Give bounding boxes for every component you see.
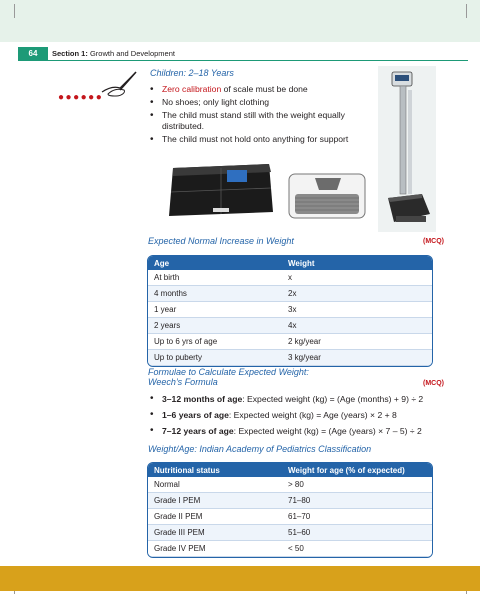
crop-mark [14,4,15,18]
crop-mark [466,4,467,18]
table-cell: Grade IV PEM [148,541,282,557]
footer-band [0,566,480,591]
formula-text: : Expected weight (kg) = (Age (months) + 9) ÷ 2 [242,394,424,404]
table-cell: 2 years [148,318,282,334]
section-title [52,47,175,61]
table-cell: 2 kg/year [282,334,432,350]
top-band [0,0,480,42]
list-item [150,134,365,145]
children-bullets [150,84,365,147]
table-row [148,350,432,366]
list-item [150,110,365,132]
increase-heading: Expected Normal Increase in Weight [148,236,294,246]
table-cell: Grade I PEM [148,493,282,509]
table-cell: 1 year [148,302,282,318]
formula-text: : Expected weight (kg) = (Age (years) × 7 – 5) ÷ 2 [233,426,422,436]
header-rule [48,60,468,61]
table-row [148,270,432,286]
list-item [150,393,450,405]
data-table [148,256,432,366]
formulae-heading-line: Weech’s Formula [148,377,218,387]
table-header-row [148,256,432,270]
section-name: Growth and Development [89,49,175,58]
formulae-heading-line: Formulae to Calculate Expected Weight: [148,367,309,377]
formula-age: 7–12 years of age [162,426,234,436]
iap-table [147,462,433,558]
formula-age: 1–6 years of age [162,410,229,420]
table-cell: 4 months [148,286,282,302]
table-cell: x [282,270,432,286]
bullet-text: The child must not hold onto anything for support [162,134,349,144]
mcq-tag: (MCQ) [423,238,444,245]
mcq-tag: (MCQ) [423,380,444,387]
table-row [148,318,432,334]
data-table [148,463,432,557]
table-row [148,286,432,302]
table-cell: At birth [148,270,282,286]
table-header-row [148,463,432,477]
table-cell: 2x [282,286,432,302]
table-cell: Grade III PEM [148,525,282,541]
list-item [150,97,365,108]
formulae-heading [148,367,309,387]
dotted-line-icon: ●●●●●● [58,92,104,103]
section-label: Section 1: [52,49,88,58]
table-row [148,493,432,509]
table-row [148,509,432,525]
column-header: Weight [282,256,432,270]
table-row [148,477,432,493]
list-item [150,425,450,437]
table-cell: 51–60 [282,525,432,541]
table-cell: > 80 [282,477,432,493]
formula-age: 3–12 months of age [162,394,243,404]
list-item [150,84,365,95]
column-scale-image [378,66,436,232]
table-row [148,302,432,318]
table-cell: 71–80 [282,493,432,509]
table-cell: Normal [148,477,282,493]
column-header: Weight for age (% of expected) [282,463,432,477]
digital-scale-image [165,158,277,220]
weight-increase-table [147,255,433,367]
column-header: Nutritional status [148,463,282,477]
table-cell: Grade II PEM [148,509,282,525]
table-row [148,334,432,350]
bullet-text: of scale must be done [221,84,308,94]
bullet-text: No shoes; only light clothing [162,97,270,107]
table-cell: Up to puberty [148,350,282,366]
table-cell: Up to 6 yrs of age [148,334,282,350]
pen-writing-icon [98,66,138,98]
bullet-text: The child must stand still with the weight equally distributed. [162,110,345,131]
mechanical-scale-image [285,168,370,222]
highlight-text: Zero calibration [162,84,222,94]
table-cell: < 50 [282,541,432,557]
column-header: Age [148,256,282,270]
formulae-list [150,393,450,439]
children-heading: Children: 2–18 Years [150,68,234,78]
formula-text: : Expected weight (kg) = Age (years) × 2 + 8 [228,410,397,420]
table-cell: 4x [282,318,432,334]
page-number: 64 [18,47,48,61]
table-cell: 61–70 [282,509,432,525]
list-item [150,409,450,421]
table-cell: 3x [282,302,432,318]
iap-heading: Weight/Age: Indian Academy of Pediatrics Classification [148,444,372,454]
running-header [0,47,480,61]
table-row [148,541,432,557]
table-cell: 3 kg/year [282,350,432,366]
table-row [148,525,432,541]
